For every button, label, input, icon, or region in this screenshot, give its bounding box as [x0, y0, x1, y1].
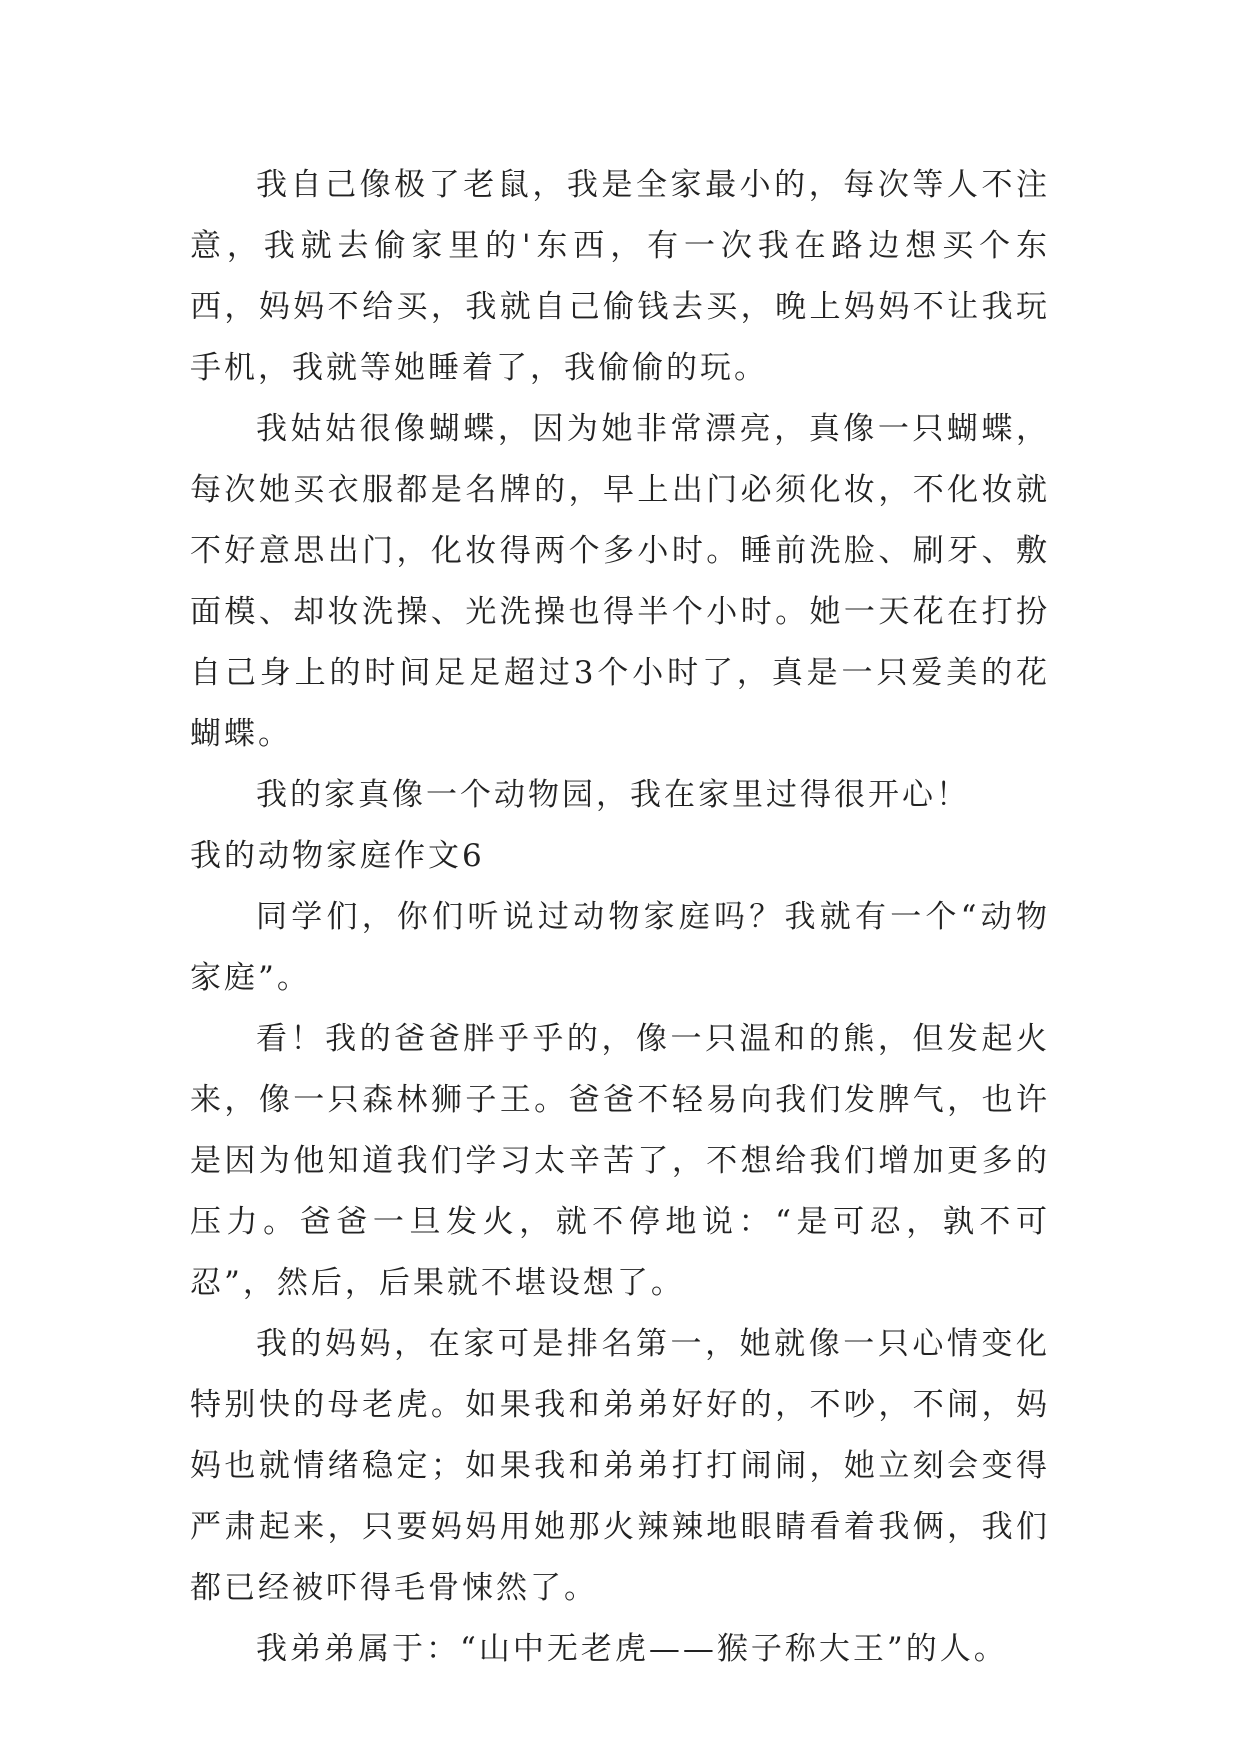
- paragraph-intro: 同学们，你们听说过动物家庭吗？我就有一个“动物家庭”。: [190, 899, 1050, 996]
- paragraph-butterfly: 我姑姑很像蝴蝶，因为她非常漂亮，真像一只蝴蝶，每次她买衣服都是名牌的，早上出门必须化妆，不化妆就不好意思出门，化妆得两个多小时。睡前洗脸、刷牙、敷面模、却妆洗操、光洗操也得半个小时。她一天花在打扮自己身上的时间足足超过3个小时了，真是一只爱美的花蝴蝶。: [190, 411, 1050, 752]
- paragraph-brother: 我弟弟属于：“山中无老虎——猴子称大王”的人。: [256, 1631, 1008, 1667]
- paragraph-zoo: 我的家真像一个动物园，我在家里过得很开心！: [256, 777, 970, 813]
- paragraph-mouse: 我自己像极了老鼠，我是全家最小的，每次等人不注意，我就去偷家里的'东西，有一次我在路边想买个东西，妈妈不给买，我就自己偷钱去买，晚上妈妈不让我玩手机，我就等她睡着了，我偷偷的玩。: [190, 167, 1050, 386]
- document-body: [190, 155, 1050, 1680]
- section-title: 我的动物家庭作文6: [190, 838, 485, 874]
- paragraph-father: 看！我的爸爸胖乎乎的，像一只温和的熊，但发起火来，像一只森林狮子王。爸爸不轻易向我们发脾气，也许是因为他知道我们学习太辛苦了，不想给我们增加更多的压力。爸爸一旦发火，就不停地说：“是可忍，孰不可忍”，然后，后果就不堪设想了。: [190, 1021, 1050, 1301]
- paragraph-mother: 我的妈妈，在家可是排名第一，她就像一只心情变化特别快的母老虎。如果我和弟弟好好的，不吵，不闹，妈妈也就情绪稳定；如果我和弟弟打打闹闹，她立刻会变得严肃起来，只要妈妈用她那火辣辣地眼睛看着我俩，我们都已经被吓得毛骨悚然了。: [190, 1326, 1050, 1606]
